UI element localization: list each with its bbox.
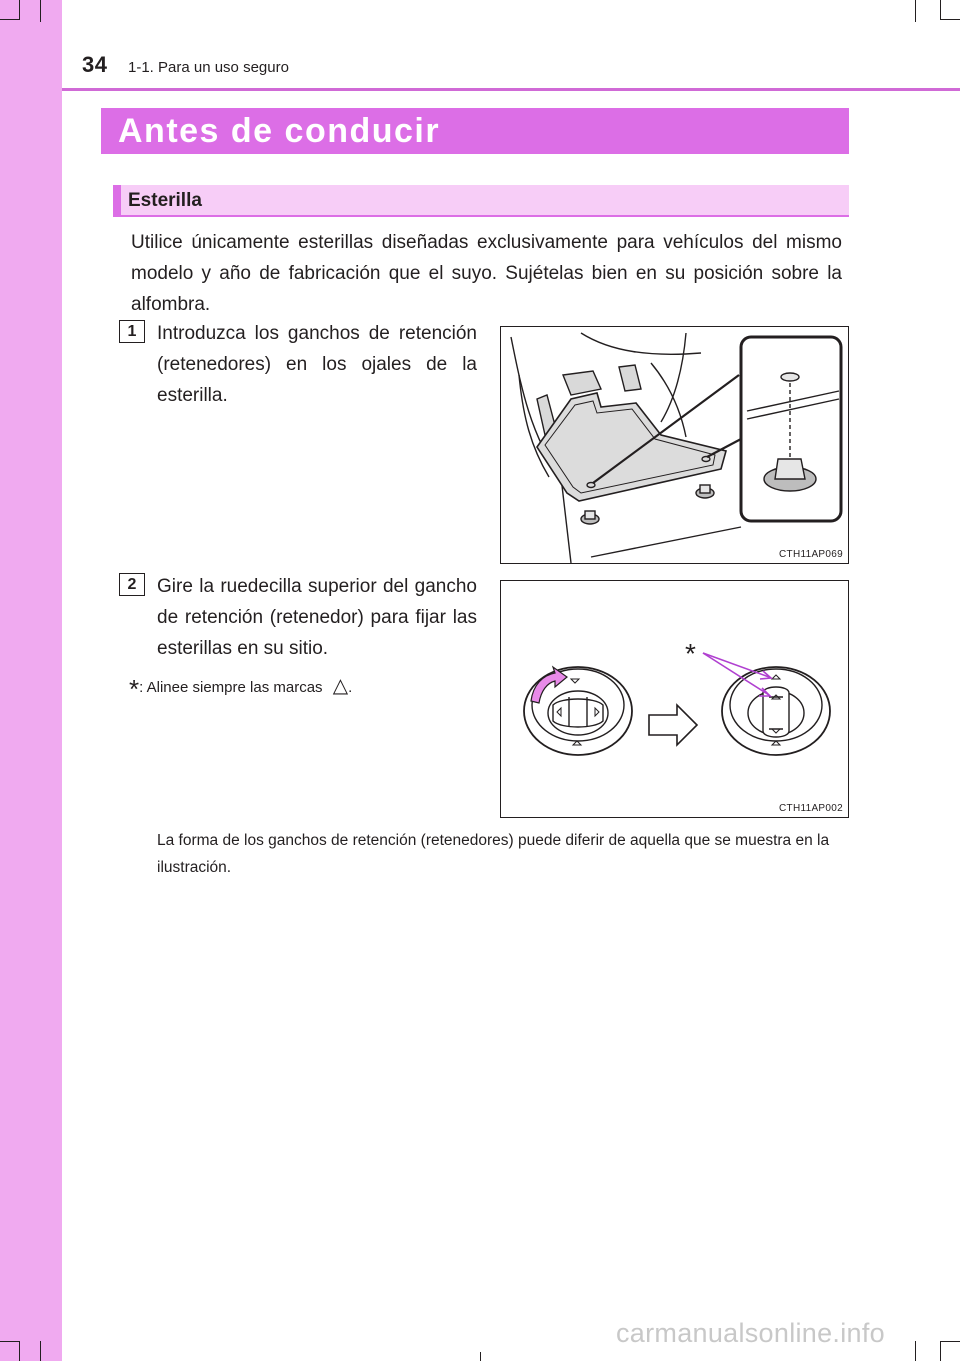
crop-mark (915, 0, 916, 22)
note-text: : Alinee siempre las marcas (139, 679, 323, 696)
crop-mark (940, 0, 941, 20)
figure-code: CTH11AP002 (779, 803, 843, 814)
note-asterisk: * (129, 674, 140, 704)
figure-hook-rotation (500, 580, 849, 818)
crop-mark (40, 1341, 41, 1361)
crop-mark (0, 19, 20, 20)
retaining-hook-rotation-icon (501, 581, 848, 817)
subsection-heading: Esterilla (113, 185, 849, 217)
crop-mark (940, 1341, 960, 1342)
crop-mark (19, 0, 20, 20)
figure-code: CTH11AP069 (779, 549, 843, 560)
section-title: Antes de conducir (101, 108, 849, 154)
crop-mark (915, 1341, 916, 1361)
triangle-mark-icon: △ (332, 675, 349, 697)
page-number: 34 (82, 52, 108, 77)
crop-mark (940, 1341, 941, 1361)
side-color-band (0, 0, 62, 1361)
running-head: 1-1. Para un uso seguro (128, 59, 289, 76)
crop-mark (480, 1352, 481, 1361)
step-number-1: 1 (119, 320, 145, 343)
note (129, 668, 353, 704)
step-1-text: Introduzca los ganchos de retención (retenedores) en los ojales de la esterilla. (157, 323, 477, 406)
step-number-2: 2 (119, 573, 145, 596)
crop-mark (19, 1341, 20, 1361)
crop-mark (0, 1341, 20, 1342)
figure-asterisk: * (685, 638, 696, 669)
watermark: carmanualsonline.info (616, 1318, 885, 1348)
crop-mark (940, 19, 960, 20)
header-rule (62, 88, 960, 91)
note-end: . (348, 679, 353, 696)
crop-mark (40, 0, 41, 22)
footnote: La forma de los ganchos de retención (retenedores) puede diferir de aquella que se muestra en la ilustración. (157, 832, 830, 876)
floor-mat-retaining-hook-icon (501, 327, 848, 563)
step-2-text: Gire la ruedecilla superior del gancho de retención (retenedor) para fijar las esterillas en su sitio. (157, 576, 477, 659)
figure-floor-mat (500, 326, 849, 564)
intro-paragraph: Utilice únicamente esterillas diseñadas exclusivamente para vehículos del mismo modelo y año de fabricación que el suyo. Sujételas bien en su posición sobre la alfombra. (131, 232, 842, 315)
